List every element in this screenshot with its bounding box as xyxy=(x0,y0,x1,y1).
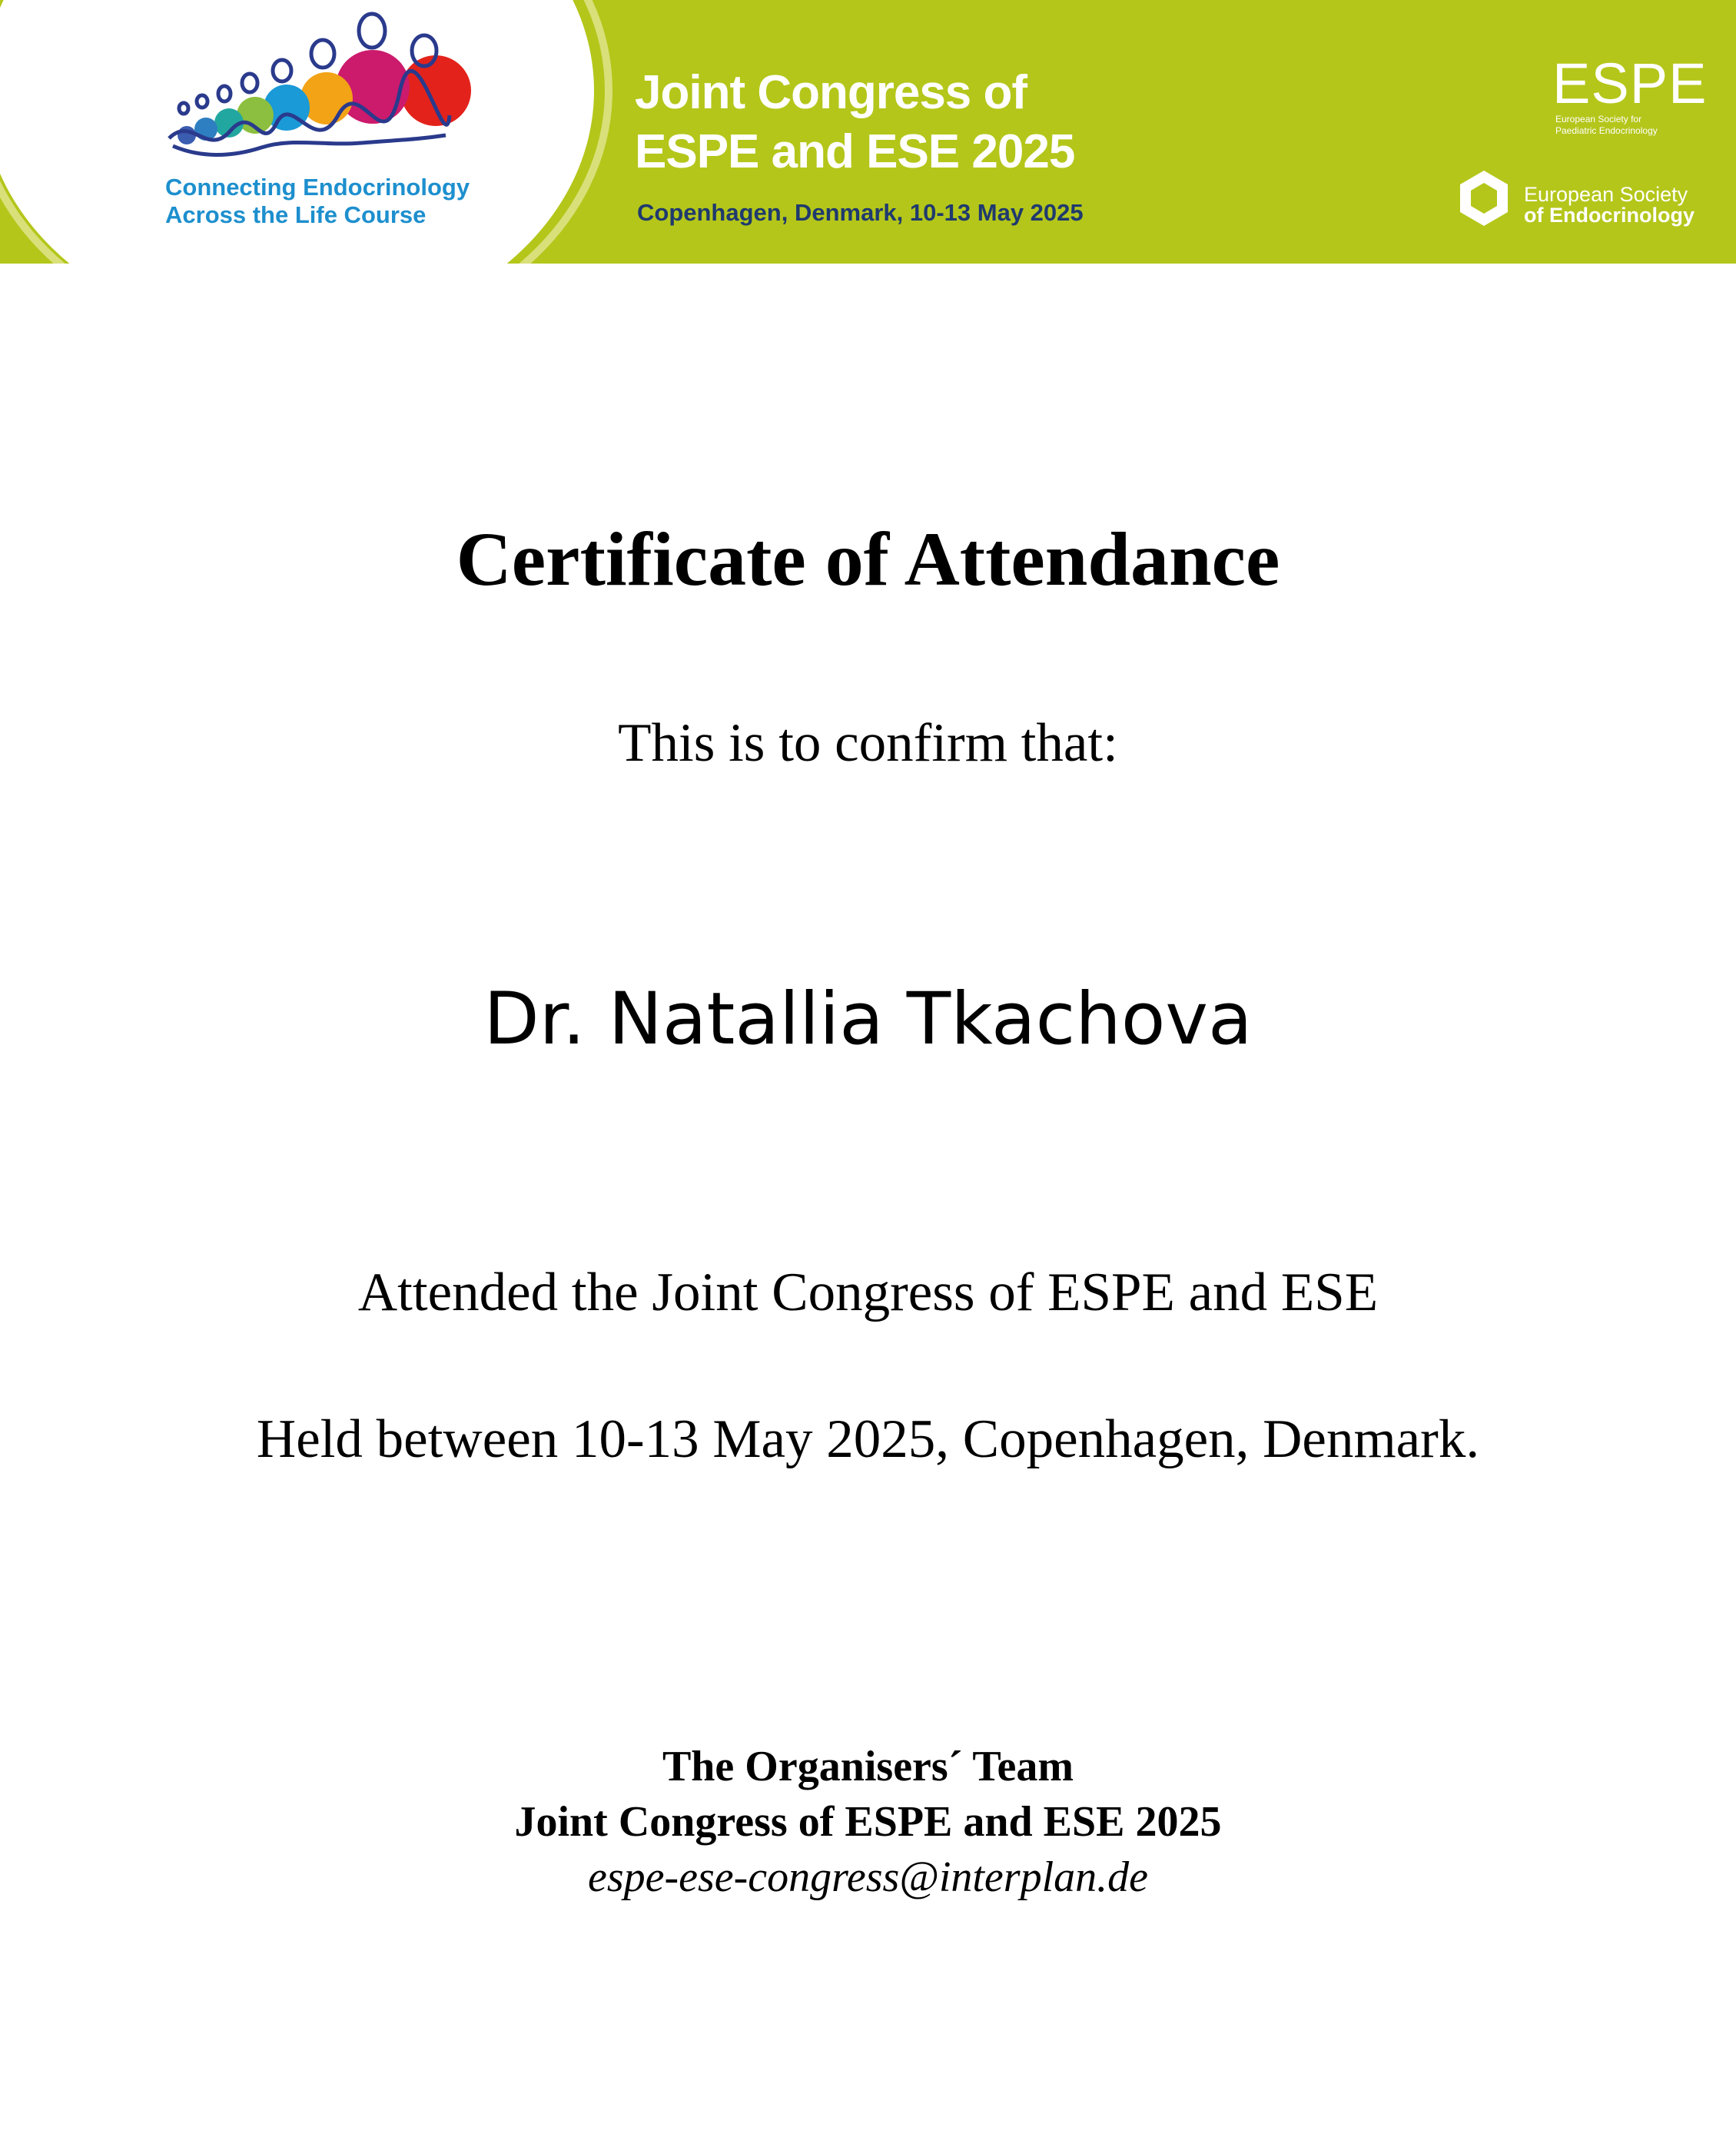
certificate-title: Certificate of Attendance xyxy=(456,516,1280,602)
organiser-congress-name: Joint Congress of ESPE and ESE 2025 xyxy=(514,1798,1222,1846)
confirm-text: This is to confirm that: xyxy=(618,713,1118,773)
tagline-line1: Connecting Endocrinology xyxy=(165,174,470,201)
congress-title-line2: ESPE and ESE 2025 xyxy=(635,125,1075,178)
attended-text: Attended the Joint Congress of ESPE and ESE xyxy=(357,1262,1379,1322)
organiser-email: espe-ese-congress@interplan.de xyxy=(587,1853,1148,1901)
congress-title-line1: Joint Congress of xyxy=(635,66,1027,119)
congress-location-dates: Copenhagen, Denmark, 10-13 May 2025 xyxy=(637,199,1084,226)
espe-logo-subtitle-line1: European Society for xyxy=(1555,114,1642,124)
ese-logo-line1: European Society xyxy=(1524,183,1688,206)
ese-logo-line2: of Endocrinology xyxy=(1524,204,1695,227)
tagline-line2: Across the Life Course xyxy=(165,201,427,228)
header-banner xyxy=(0,0,1736,264)
espe-logo: ESPE xyxy=(1552,51,1708,115)
organisers-team: The Organisers´ Team xyxy=(662,1743,1074,1790)
ese-logo-icon xyxy=(1460,171,1508,226)
held-dates-text: Held between 10-13 May 2025, Copenhagen, Denmark. xyxy=(256,1409,1480,1469)
attendee-name: Dr. Natallia Tkachova xyxy=(483,977,1253,1061)
espe-logo-subtitle-line2: Paediatric Endocrinology xyxy=(1555,125,1658,136)
